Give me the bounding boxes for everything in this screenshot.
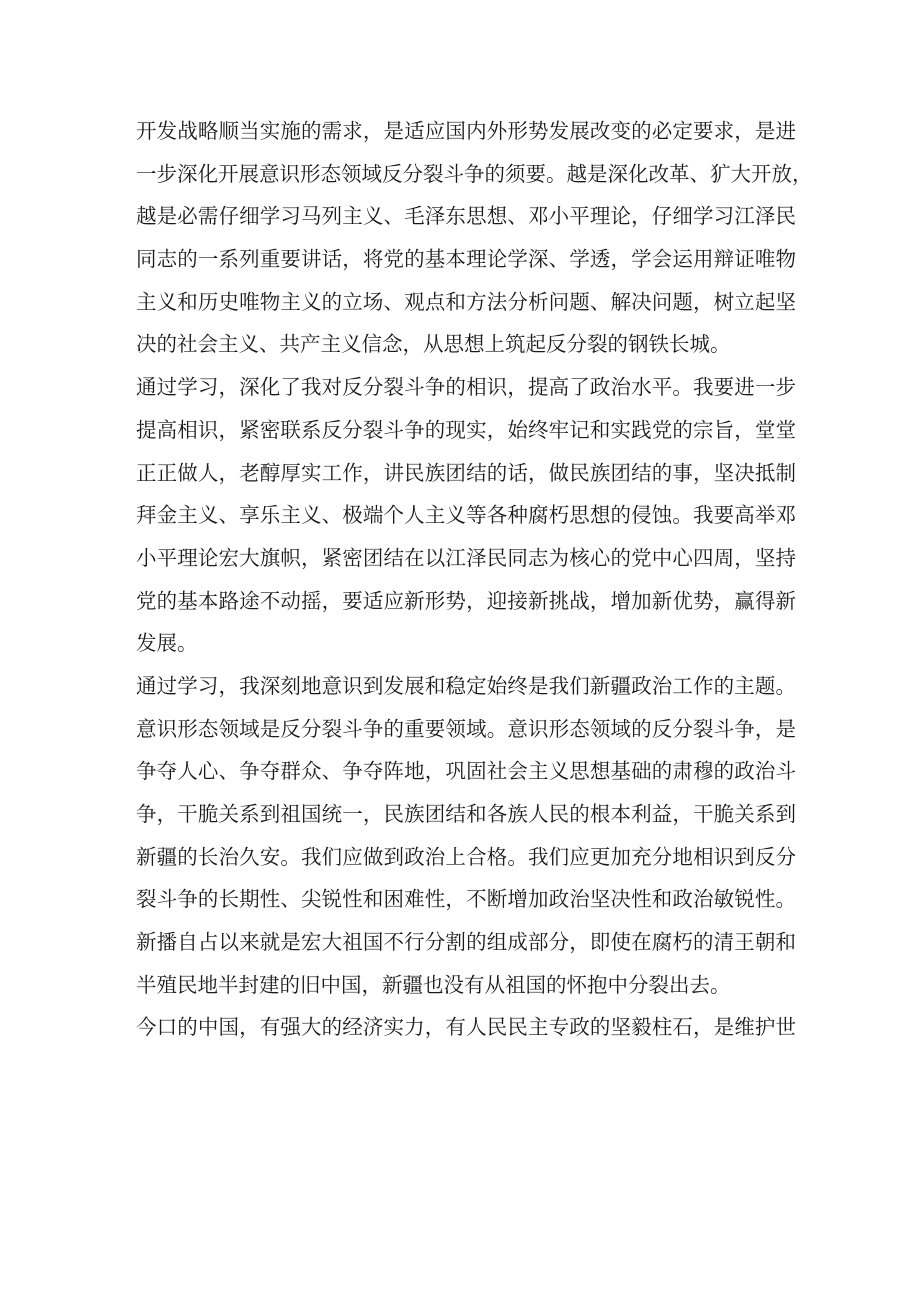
text-line: 通过学习，深化了我对反分裂斗争的相识，提高了政治水平。我要进一步 <box>136 375 796 400</box>
text-line: 提高相识，紧密联系反分裂斗争的现实，始终牢记和实践党的宗旨，堂堂 <box>136 417 796 442</box>
text-line: 半殖民地半封建的旧中国，新疆也没有从祖国的怀抱中分裂出去。 <box>136 972 731 997</box>
text-line: 今口的中国，有强大的经济实力，有人民民主专政的坚毅柱石，是维护世 <box>136 1015 796 1040</box>
text-line: 正正做人，老醇厚实工作，讲民族团结的话，做民族团结的事，坚决抵制 <box>136 460 796 485</box>
text-line: 意识形态领域是反分裂斗争的重要领域。意识形态领域的反分裂斗争，是 <box>136 716 796 741</box>
text-line: 一步深化开展意识形态领域反分裂斗争的须要。越是深化改革、犷大开放， <box>136 161 813 186</box>
text-line: 开发战略顺当实施的需求，是适应国内外形势发展改变的必定要求，是进 <box>136 119 796 143</box>
text-line: 新播自占以来就是宏大祖国不行分割的组成部分，即使在腐朽的清王朝和 <box>136 930 796 955</box>
text-line: 同志的一系列重要讲话，将党的基本理论学深、学透，学会运用辩证唯物 <box>136 247 796 272</box>
text-line: 决的社会主义、共产主义信念，从思想上筑起反分裂的钢铁长城。 <box>136 332 731 357</box>
text-line: 争，干脆关系到祖国统一，民族团结和各族人民的根本利益，干脆关系到 <box>136 802 796 826</box>
text-line: 拜金主义、享乐主义、极端个人主义等各种腐朽思想的侵蚀。我要高举邓 <box>136 503 796 528</box>
text-line: 裂斗争的长期性、尖锐性和困难性，不断增加政治坚决性和政治敏锐性。 <box>136 887 796 912</box>
text-line: 主义和历史唯物主义的立场、观点和方法分析问题、解决问题，树立起坚 <box>136 289 796 314</box>
text-line: 发展。 <box>136 631 198 656</box>
text-line: 党的基本路途不动摇，要适应新形势，迎接新挑战，增加新优势，赢得新 <box>136 588 796 613</box>
text-line: 争夺人心、争夺群众、争夺阵地，巩固社会主义思想基础的肃穆的政治斗 <box>136 759 796 784</box>
body-text <box>136 110 813 1049</box>
text-line: 越是必需仔细学习马列主义、毛泽东思想、邓小平理论，仔细学习江泽民 <box>136 204 796 229</box>
text-line: 小平理论宏大旗帜，紧密团结在以江泽民同志为核心的党中心四周，坚持 <box>136 545 796 570</box>
text-line: 通过学习，我深刻地意识到发展和稳定始终是我们新疆政治工作的主题。 <box>136 673 796 698</box>
text-line: 新疆的长治久安。我们应做到政治上合格。我们应更加充分地相识到反分 <box>136 844 796 869</box>
